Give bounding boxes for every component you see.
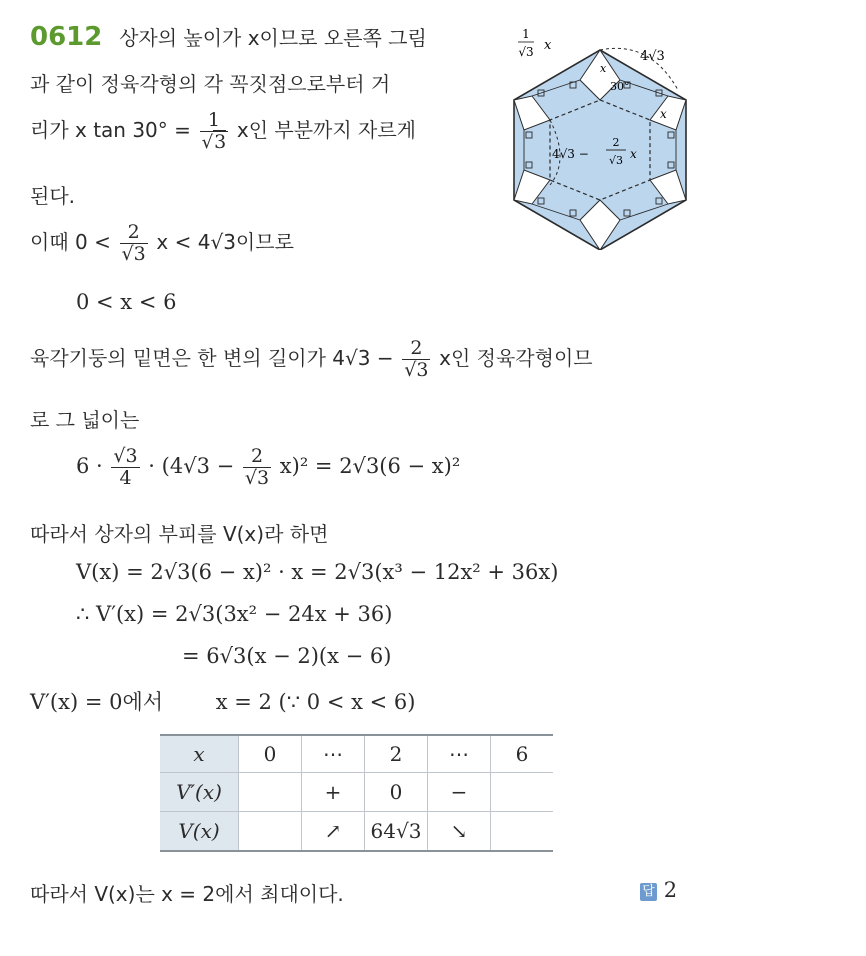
- fig-top-frac-den: √3: [518, 45, 534, 59]
- area-line: [76, 446, 460, 489]
- intro-text-1: 상자의 높이가 x이므로 오른쪽 그림: [119, 26, 427, 50]
- area-fraction-1: [111, 446, 139, 489]
- table-cell: 0: [365, 773, 428, 812]
- area-mid: · (4√3 −: [148, 453, 235, 478]
- table-cell: [239, 812, 302, 852]
- fig-top-var: x: [544, 38, 552, 53]
- area-frac1-den: 4: [119, 466, 132, 489]
- area-suffix: x)² = 2√3(6 − x)²: [279, 453, 461, 478]
- table-cell: 6: [491, 735, 554, 773]
- volume-eq4-a: V′(x) = 0에서: [30, 690, 164, 714]
- table-cell: 64√3: [365, 812, 428, 852]
- table-cell: [491, 773, 554, 812]
- base-frac-num: 2: [402, 338, 430, 360]
- table-header-x: x: [160, 735, 239, 773]
- range-line: 0 < x < 6: [76, 290, 177, 314]
- frac-den: √3: [201, 130, 227, 153]
- fig-top-frac-num: 1: [522, 27, 530, 41]
- volume-eq1: V(x) = 2√3(6 − x)² · x = 2√3(x³ − 12x² + 36x): [76, 560, 559, 584]
- variation-table: [160, 734, 553, 852]
- fig-side-label: 4√3: [640, 49, 665, 64]
- table-cell: ↘: [428, 812, 491, 852]
- table-cell: 2: [365, 735, 428, 773]
- area-prefix: 6 ·: [76, 453, 103, 478]
- fig-x-right: x: [660, 107, 667, 121]
- table-row: [160, 812, 553, 852]
- intro-text-4: 된다.: [30, 184, 75, 208]
- fig-center-var: x: [630, 147, 637, 161]
- base-frac-den: √3: [404, 358, 429, 381]
- fig-center-num: 2: [612, 136, 620, 149]
- fig-x-small: x: [600, 62, 607, 75]
- problem-number: 0612: [30, 22, 103, 52]
- area-frac2-den: √3: [244, 466, 270, 489]
- base-line2: 로 그 넓이는: [30, 408, 140, 432]
- volume-eq4: [30, 686, 415, 716]
- intro-text-3a: 리가 x tan 30° =: [30, 117, 191, 142]
- frac-num: 1: [200, 110, 229, 132]
- table-cell: 0: [239, 735, 302, 773]
- conclusion: 따라서 V(x)는 x = 2에서 최대이다.: [30, 882, 344, 906]
- cond-prefix: 이때 0 <: [30, 229, 111, 254]
- base-fraction: [402, 338, 430, 381]
- fraction-1-over-root3: [200, 110, 229, 153]
- table-cell: [491, 812, 554, 852]
- table-cell: −: [428, 773, 491, 812]
- volume-eq3: = 6√3(x − 2)(x − 6): [182, 644, 392, 668]
- cond-frac-num: 2: [120, 222, 148, 244]
- fig-center-den: √3: [608, 154, 624, 167]
- base-suffix: x인 정육각형이므: [439, 345, 593, 370]
- base-prefix: 육각기둥의 밑면은 한 변의 길이가 4√3 −: [30, 345, 394, 370]
- table-cell: ⋯: [302, 735, 365, 773]
- table-cell: +: [302, 773, 365, 812]
- volume-intro: 따라서 상자의 부피를 V(x)라 하면: [30, 522, 329, 546]
- volume-eq2: ∴ V′(x) = 2√3(3x² − 24x + 36): [76, 602, 393, 626]
- answer: [640, 878, 677, 902]
- problem-intro-line1: [30, 22, 427, 52]
- table-cell: ↗: [302, 812, 365, 852]
- table-row: [160, 735, 553, 773]
- cond-frac-den: √3: [121, 242, 146, 265]
- table-header-v: V(x): [160, 812, 239, 852]
- area-frac1-num: √3: [113, 445, 138, 467]
- intro-line3: [30, 110, 416, 153]
- area-fraction-2: [243, 446, 271, 489]
- fig-center-a: 4√3 −: [552, 147, 589, 161]
- table-row: [160, 773, 553, 812]
- condition-line: [30, 222, 294, 265]
- cond-fraction: [120, 222, 148, 265]
- volume-eq4-b: x = 2 (∵ 0 < x < 6): [215, 690, 416, 714]
- base-line1: [30, 338, 593, 381]
- answer-badge: 답: [640, 883, 657, 901]
- table-header-dv: V′(x): [160, 773, 239, 812]
- intro-text-2: 과 같이 정육각형의 각 꼭짓점으로부터 거: [30, 72, 391, 96]
- answer-value: 2: [663, 878, 678, 902]
- fig-angle-label: 30°: [610, 80, 630, 93]
- area-frac2-num: 2: [243, 446, 271, 468]
- table-cell: ⋯: [428, 735, 491, 773]
- cond-suffix: x < 4√3이므로: [156, 229, 294, 254]
- hexagon-figure: [500, 20, 700, 250]
- table-cell: [239, 773, 302, 812]
- intro-text-3b: x인 부분까지 자르게: [236, 117, 416, 142]
